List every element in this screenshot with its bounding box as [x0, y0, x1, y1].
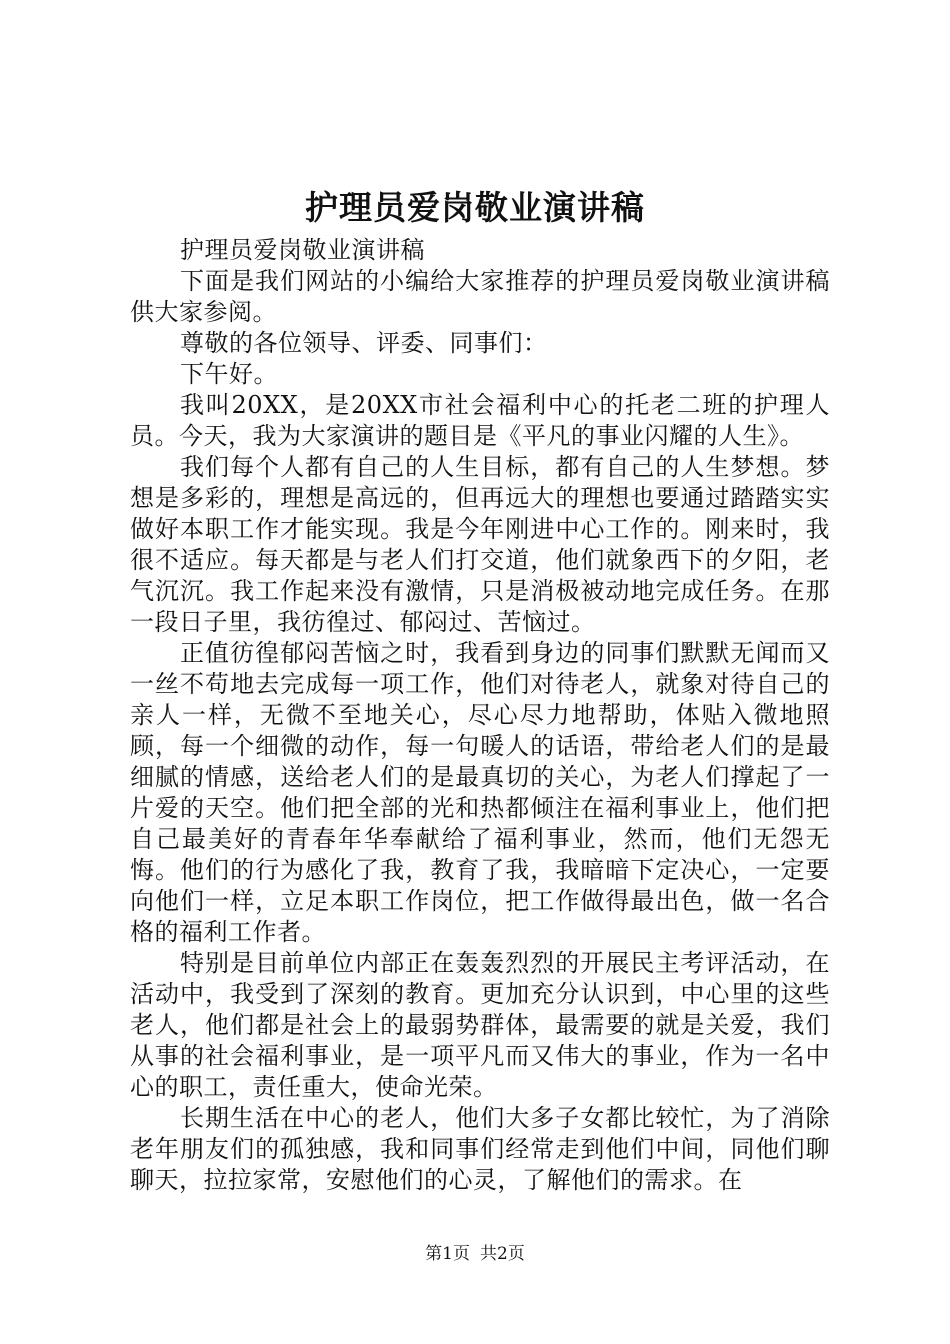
page-number: 第1页	[425, 1244, 470, 1264]
paragraph: 正值彷徨郁闷苦恼之时，我看到身边的同事们默默无闻而又一丝不苟地去完成每一项工作，他们对待老人，就象对待自己的亲人一样，无微不至地关心，尽心尽力地帮助，体贴入微地照顾，每一个细微的动作，每一句暖人的话语，带给老人们的是最细腻的情感，送给老人们的是最真切的关心，为老人们撑起了一片爱的天空。他们把全部的光和热都倾注在福利事业上，他们把自己最美好的青春年华奉献给了福利事业，然而，他们无怨无悔。他们的行为感化了我，教育了我，我暗暗下定决心，一定要向他们一样，立足本职工作岗位，把工作做得最出色，做一名合格的福利工作者。	[130, 639, 830, 946]
page-footer	[0, 1242, 950, 1266]
document-title: 护理员爱岗敬业演讲稿	[305, 188, 645, 227]
paragraph: 下面是我们网站的小编给大家推荐的护理员爱岗敬业演讲稿供大家参阅。	[130, 267, 830, 326]
page-total: 共2页	[480, 1244, 525, 1264]
paragraph: 下午好。	[180, 360, 278, 388]
paragraph: 我叫20XX，是20XX市社会福利中心的托老二班的护理人员。今天，我为大家演讲的题目是《平凡的事业闪耀的人生》。	[130, 391, 830, 450]
paragraph: 我们每个人都有自己的人生目标，都有自己的人生梦想。梦想是多彩的，理想是高远的，但再远大的理想也要通过踏踏实实做好本职工作才能实现。我是今年刚进中心工作的。刚来时，我很不适应。每天都是与老人们打交道，他们就象西下的夕阳，老气沉沉。我工作起来没有激情，只是消极被动地完成任务。在那一段日子里，我彷徨过、郁闷过、苦恼过。	[130, 453, 830, 636]
paragraph: 尊敬的各位领导、评委、同事们：	[180, 329, 548, 357]
paragraph: 护理员爱岗敬业演讲稿	[180, 236, 425, 264]
paragraph: 长期生活在中心的老人，他们大多子女都比较忙，为了消除老年朋友们的孤独感，我和同事们经常走到他们中间，同他们聊聊天，拉拉家常，安慰他们的心灵，了解他们的需求。在	[130, 1104, 830, 1194]
document-body	[130, 235, 830, 1196]
paragraph: 特别是目前单位内部正在轰轰烈烈的开展民主考评活动，在活动中，我受到了深刻的教育。更加充分认识到，中心里的这些老人，他们都是社会上的最弱势群体，最需要的就是关爱，我们从事的社会福利事业，是一项平凡而又伟大的事业，作为一名中心的职工，责任重大，使命光荣。	[130, 949, 830, 1101]
